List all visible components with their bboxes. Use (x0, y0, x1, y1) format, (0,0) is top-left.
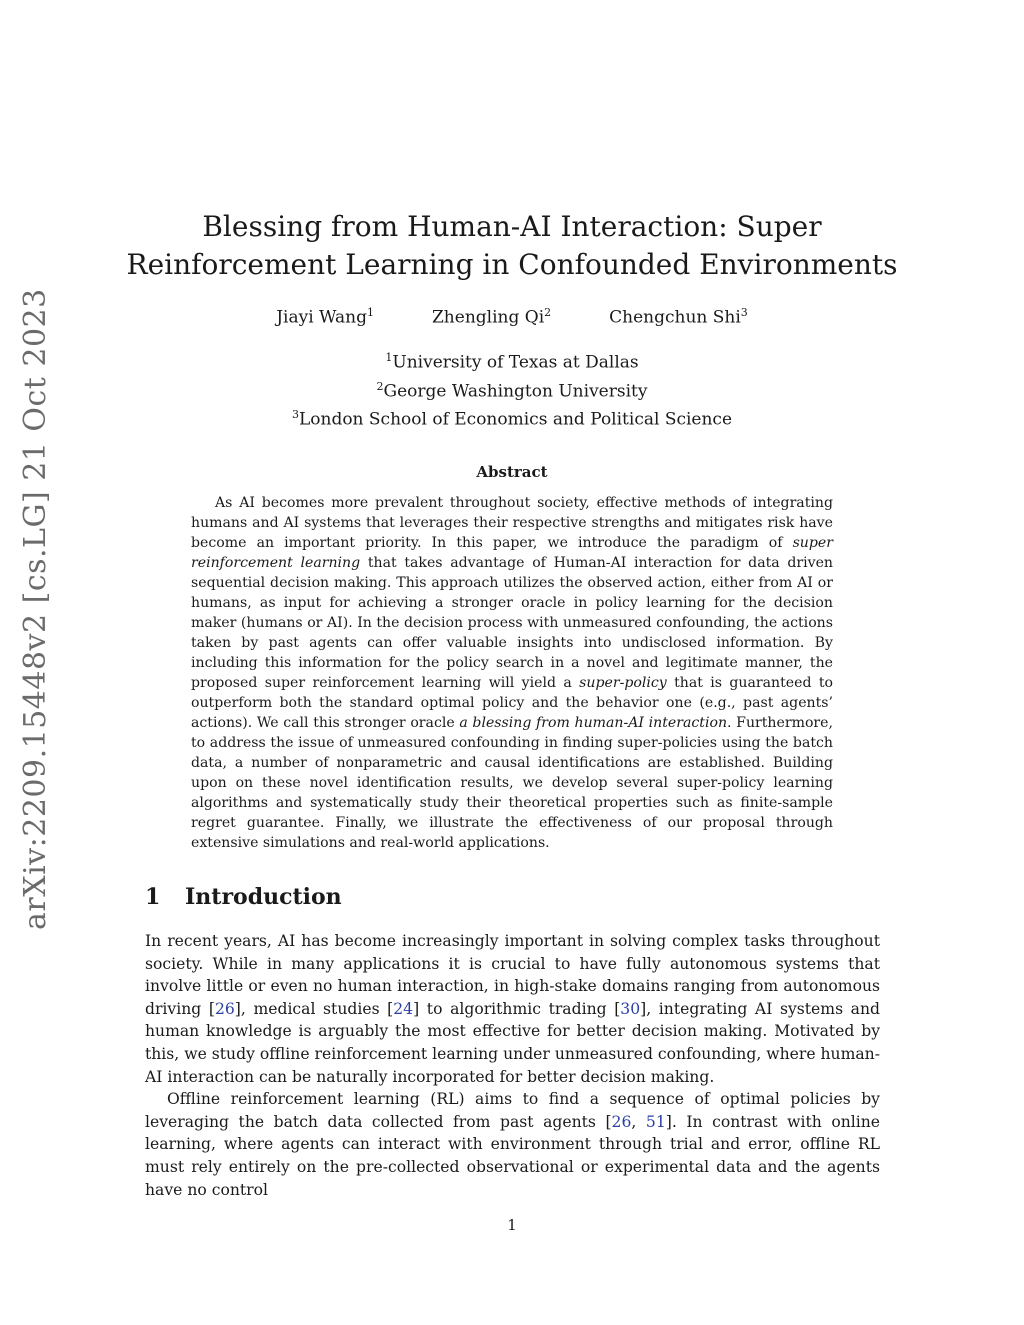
paper-title: Blessing from Human-AI Interaction: Super Reinforcement Learning in Confounded Environments (126, 210, 898, 281)
paragraph: In recent years, AI has become increasingly important in solving complex tasks throughout society. While in many applications it is crucial to have fully autonomous systems that involve little or even no human interaction, in high-stake domains ranging from autonomous driving [26], medical studies [24] to algorithmic trading [30], integrating AI systems and human knowledge is arguably the most effective for better decision making. Motivated by this, we study offline reinforcement learning under unmeasured confounding, where human-AI interaction can be naturally incorporated for better decision making. (145, 932, 880, 1086)
citation-link[interactable]: 26 (214, 999, 235, 1018)
section-number: 1 (145, 884, 161, 910)
affiliation: $^3$London School of Economics and Political Science (291, 408, 733, 430)
author: Jiayi Wang$^1$ (276, 306, 374, 328)
citation-link[interactable]: 30 (620, 999, 641, 1018)
affiliation: $^1$University of Texas at Dallas (385, 351, 639, 373)
introduction-body (145, 930, 880, 1201)
section-heading (145, 884, 342, 910)
arxiv-identifier: arXiv:2209.15448v2 [cs.LG] 21 Oct 2023 (18, 288, 53, 930)
author: Chengchun Shi$^3$ (609, 306, 748, 328)
citation-link[interactable]: 51 (645, 1112, 666, 1131)
abstract-heading: Abstract (476, 463, 548, 481)
paragraph: Offline reinforcement learning (RL) aims to find a sequence of optimal policies by leveraging the batch data collected from past agents [26, 51]. In contrast with online learning, where agents can interact with environment through trial and error, offline RL must rely entirely on the pre-collected observational or experimental data and the agents have no control (145, 1090, 880, 1199)
section-title: Introduction (185, 884, 342, 910)
citation-link[interactable]: 24 (393, 999, 414, 1018)
affiliation-list (0, 346, 1024, 432)
author: Zhengling Qi$^2$ (432, 306, 552, 328)
page-number: 1 (507, 1216, 517, 1234)
citation-link[interactable]: 26 (611, 1112, 632, 1131)
affiliation: $^2$George Washington University (376, 379, 648, 402)
abstract-text: As AI becomes more prevalent throughout society, effective methods of integrating humans and AI systems that leverages their respective strengths and mitigates risk have become an important priority. In this paper, we introduce the paradigm of super reinforcement learning that takes advantage of Human-AI interaction for data driven sequential decision making. This approach utilizes the observed action, either from AI or humans, as input for achieving a stronger oracle in policy learning for the decision maker (humans or AI). In the decision process with unmeasured confounding, the actions taken by past agents can offer valuable insights into undisclosed information. By including this information for the policy search in a novel and legitimate manner, the proposed super reinforcement learning will yield a super-policy that is guaranteed to outperform both the standard optimal policy and the behavior one (e.g., past agents’ actions). We call this stronger oracle a blessing from human-AI interaction. Furthermore, to address the issue of unmeasured confounding in finding super-policies using the batch data, a number of nonparametric and causal identifications are established. Building upon on these novel identification results, we develop several super-policy learning algorithms and systematically study their theoretical properties such as finite-sample regret guarantee. Finally, we illustrate the effectiveness of our proposal through extensive simulations and real-world applications. (191, 495, 834, 851)
author-list (0, 306, 1024, 328)
